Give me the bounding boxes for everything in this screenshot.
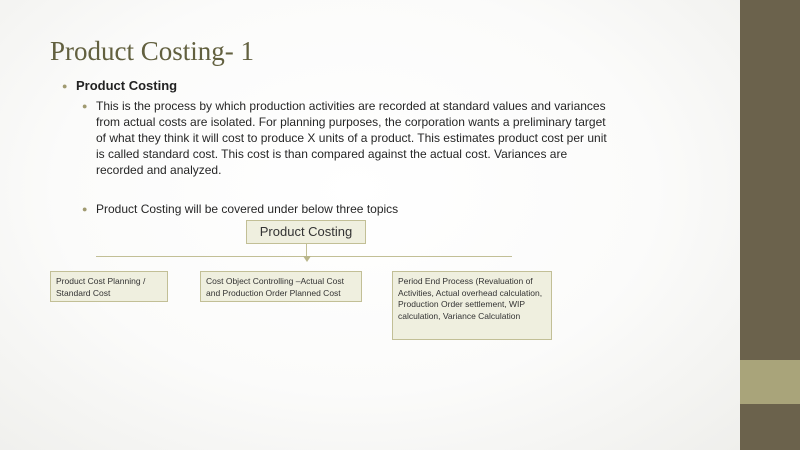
slide-title: Product Costing- 1: [50, 36, 255, 66]
topic-box-period-end-process: Period End Process (Revaluation of Activities, Actual overhead calculation, Production Order settlement, WIP calculation, Variance Calculation: [392, 271, 552, 340]
topic-box-cost-planning: Product Cost Planning / Standard Cost: [50, 271, 168, 302]
topic-box-cost-object-controlling: Cost Object Controlling –Actual Cost and Production Order Planned Cost: [200, 271, 362, 302]
bullet-dot-icon: ●: [82, 101, 88, 111]
arrow-down-icon: [303, 256, 311, 262]
description-paragraph: This is the process by which production activities are recorded at standard values and variances from actual costs are isolated. For planning purposes, the corporation wants a preliminary target of what they think it will cost to produce X units of a product. This estimates product cost per unit is called standard cost. This cost is than compared against the actual cost. Variances are recorded and analyzed.: [96, 99, 607, 177]
diagram-connector-vertical: [306, 244, 307, 256]
sidebar-accent-block: [740, 360, 800, 404]
diagram-root-box: Product Costing: [246, 220, 366, 244]
bullet-dot-icon: ●: [62, 81, 68, 91]
topics-intro: Product Costing will be covered under below three topics: [96, 202, 399, 216]
bullet-dot-icon: ●: [82, 204, 88, 214]
bullet-heading: Product Costing: [76, 78, 178, 93]
